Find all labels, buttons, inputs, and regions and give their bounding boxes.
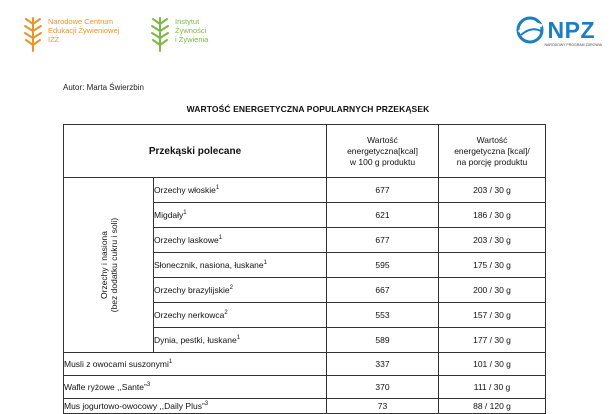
snack-name-text: Wafle ryżowe ,,Sante”: [64, 382, 147, 392]
page-title: WARTOŚĆ ENERGETYCZNA POPULARNYCH PRZEKĄSEK: [186, 104, 430, 114]
author: Autor: Marta Świerzbin: [63, 83, 144, 92]
footnote-ref: 1: [168, 359, 173, 366]
ncez-line-3: IŻŻ: [48, 35, 60, 44]
npz-emblem-icon: [515, 16, 545, 44]
header-energy-per-100g: [327, 125, 439, 178]
snack-name: [154, 228, 327, 253]
energy-per-portion: 186 / 30 g: [439, 203, 546, 228]
energy-per-portion: 88 / 120 g: [439, 399, 546, 414]
header-line: na porcję produktu: [456, 156, 528, 167]
wheat-icon: [149, 14, 171, 52]
energy-per-100g: 553: [327, 303, 439, 328]
izz-logo-text: [175, 17, 208, 44]
header-line: Wartość: [476, 134, 508, 145]
footnote-ref: 2: [229, 285, 233, 292]
snack-name: [154, 253, 327, 278]
ncez-logo-text: [48, 17, 119, 44]
footnote-ref: 1: [215, 185, 220, 192]
snack-name-text: Słonecznik, nasiona, łuskane: [154, 260, 264, 270]
energy-per-100g: 677: [327, 228, 439, 253]
snack-name-text: Orzechy włoskie: [154, 185, 216, 195]
table-header-row: [64, 125, 546, 178]
energy-per-100g: 370: [327, 376, 439, 399]
ncez-line-2: Edukacji Żywieniowej: [48, 26, 120, 35]
table-row: [64, 353, 546, 376]
snack-name: [64, 353, 327, 376]
wheat-icon: [22, 14, 44, 52]
energy-per-100g: 667: [327, 278, 439, 303]
energy-per-portion: 203 / 30 g: [439, 228, 546, 253]
table-row: [64, 399, 546, 414]
energy-per-portion: 111 / 30 g: [439, 376, 546, 399]
footnote-ref: 1: [218, 235, 223, 242]
ncez-logo: [22, 14, 119, 52]
energy-per-portion: 177 / 30 g: [439, 328, 546, 353]
snack-name-text: Dynia, pestki, łuskane: [154, 335, 237, 345]
snack-name-text: Orzechy laskowe: [154, 235, 219, 245]
footnote-ref: 2: [224, 310, 228, 317]
footnote-ref: 1: [236, 335, 241, 342]
snack-name: [154, 303, 327, 328]
ncez-line-1: Narodowe Centrum: [48, 17, 114, 26]
snack-name-text: Mus jogurtowo-owocowy ,,Daily Plus”: [64, 401, 205, 411]
energy-per-100g: 73: [327, 399, 439, 414]
group-label: [99, 218, 119, 313]
energy-per-100g: 589: [327, 328, 439, 353]
izz-line-1: Instytut: [175, 17, 200, 26]
snack-name-text: Orzechy brazylijskie: [154, 285, 230, 295]
energy-per-portion: 200 / 30 g: [439, 278, 546, 303]
energy-per-portion: 101 / 30 g: [439, 353, 546, 376]
footnote-ref: 1: [183, 210, 187, 217]
energy-per-portion: 157 / 30 g: [439, 303, 546, 328]
snack-name-text: Orzechy nerkowca: [154, 310, 225, 320]
footnote-ref: 1: [263, 260, 267, 267]
snack-name-text: Musli z owocami suszonymi: [64, 359, 169, 369]
izz-line-3: i Żywienia: [175, 35, 209, 44]
energy-per-portion: 175 / 30 g: [439, 253, 546, 278]
npz-logo-subtitle: NARODOWY PROGRAM ZDROWIA: [544, 43, 602, 47]
group-label-line-2: (bez dodatku cukru i soli): [108, 217, 119, 313]
header-line: energetyczna [kcal]/: [454, 145, 530, 156]
snack-name: [64, 399, 327, 414]
npz-logo-text: NPZ: [547, 17, 595, 43]
header-line: energetyczna[kcal]: [347, 145, 418, 156]
izz-logo: [149, 14, 208, 52]
group-label-line-1: Orzechy i nasiona: [98, 230, 109, 300]
header-line: w 100 g produktu: [349, 156, 416, 167]
energy-per-100g: 677: [327, 178, 439, 203]
energy-per-100g: 595: [327, 253, 439, 278]
energy-per-100g: 337: [327, 353, 439, 376]
header-snacks: Przekąski polecane: [64, 125, 327, 178]
npz-logo: [515, 16, 603, 47]
snack-name-text: Migdały: [154, 210, 184, 220]
snack-name: [154, 203, 327, 228]
footnote-ref: 3: [204, 401, 209, 408]
snack-name: [154, 178, 327, 203]
group-cell-nuts-seeds: [64, 178, 154, 353]
energy-table: [63, 124, 546, 414]
energy-per-100g: 621: [327, 203, 439, 228]
energy-per-portion: 203 / 30 g: [439, 178, 546, 203]
snack-name: [154, 278, 327, 303]
table-row: [64, 376, 546, 399]
footnote-ref: 3: [146, 382, 151, 389]
table-row: [64, 178, 546, 203]
header-line: Wartość: [367, 134, 398, 145]
header-energy-per-portion: [439, 125, 546, 178]
snack-name: [64, 376, 327, 399]
snack-name: [154, 328, 327, 353]
izz-line-2: Żywności: [175, 26, 207, 35]
